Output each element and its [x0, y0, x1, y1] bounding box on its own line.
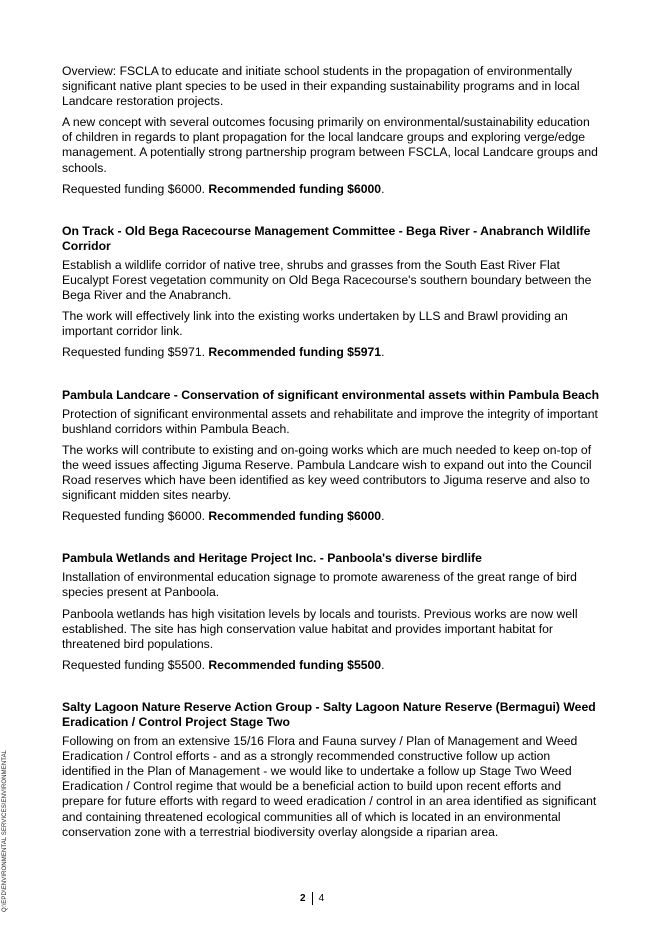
funding-line: Requested funding $5971. Recommended funding $5971. — [62, 345, 385, 360]
section-heading: Pambula Landcare - Conservation of significant environmental assets within Pambula Beach — [62, 387, 600, 402]
section-pambula-wetlands — [62, 551, 600, 673]
section-heading: On Track - Old Bega Racecourse Management Committee - Bega River - Anabranch Wildlife Corridor — [62, 223, 591, 253]
paragraph: Protection of significant environmental assets and rehabilitate and improve the integrity of important bushland corridors within Pambula Beach. — [62, 406, 598, 436]
paragraph: Following on from an extensive 15/16 Flora and Fauna survey / Plan of Management and Weed Eradication / Control efforts - and as a strongly recommended constructive follow up action identified in the Plan of Management - we would like to undertake a follow up Stage Two Weed Eradication / Control regime that would be a beneficial action to build upon recent efforts and prepare for future efforts with regard to weed eradication / control in an area identified as significant and containing threatened ecological communities all of which is located in an environmental conservation zone with a terrestrial biodiversity overlay alongside a riparian area. — [62, 734, 597, 839]
recommended-funding: Recommended funding $5500 — [208, 657, 382, 672]
document-body — [62, 64, 600, 846]
paragraph: Establish a wildlife corridor of native tree, shrubs and grasses from the South East River Flat Eucalypt Forest vegetation community on Old Bega Racecourse's southern boundary between the Bega River and the Anabranch. — [62, 257, 592, 303]
paragraph: Panboola wetlands has high visitation levels by locals and tourists. Previous works are now well established. The site has high conservation value habitat and provides important habitat for threatened bird populations. — [62, 606, 578, 651]
paragraph: The works will contribute to existing and on-going works which are much needed to keep on-top of the weed issues affecting Jiguma Reserve. Pambula Landcare wish to expand out into the Council Road reserves which have been identified as key weed contributors to Jiguma reserve and also to significant midden sites nearby. — [62, 442, 592, 503]
recommended-funding: Recommended funding $5971 — [208, 345, 382, 360]
section-heading: Salty Lagoon Nature Reserve Action Group - Salty Lagoon Nature Reserve (Bermagui) Weed Eradication / Control Project Stage Two — [62, 699, 596, 729]
funding-line: Requested funding $6000. Recommended funding $6000. — [62, 509, 385, 524]
funding-line: Requested funding $6000. Recommended funding $6000. — [62, 181, 385, 196]
paragraph: The work will effectively link into the existing works undertaken by LLS and Brawl providing an important corridor link. — [62, 309, 568, 339]
page-separator — [312, 892, 313, 905]
recommended-funding: Recommended funding $6000 — [208, 181, 382, 196]
section-pambula-landcare — [62, 388, 600, 525]
section-heading: Pambula Wetlands and Heritage Project Inc. - Panboola's diverse birdlife — [62, 551, 482, 566]
paragraph: Installation of environmental education signage to promote awareness of the great range of bird species present at Panboola. — [62, 570, 577, 600]
section-fscla — [62, 64, 600, 197]
current-page: 2 — [300, 893, 306, 904]
paragraph: Overview: FSCLA to educate and initiate school students in the propagation of environmentally significant native plant species to be used in their expanding sustainability programs and in local Landcare restoration projects. — [62, 64, 580, 109]
recommended-funding: Recommended funding $6000 — [208, 509, 382, 524]
section-salty-lagoon — [62, 700, 600, 840]
requested-funding: Requested funding $6000. — [62, 509, 205, 524]
file-path-margin-text: Q:\EPD\ENVIRONMENTAL SERVICES\ENVIRONMENTAL — [2, 749, 8, 912]
paragraph: A new concept with several outcomes focusing primarily on environmental/sustainability education of children in regards to plant propagation for the local landcare groups and exploring verge/edge management. A potentially strong partnership program between FSCLA, local Landcare groups and schools. — [62, 115, 598, 175]
section-on-track — [62, 224, 600, 361]
funding-line: Requested funding $5500. Recommended funding $5500. — [62, 657, 385, 672]
requested-funding: Requested funding $5500. — [62, 657, 205, 672]
page-number — [300, 892, 324, 905]
requested-funding: Requested funding $6000. — [62, 181, 205, 196]
total-pages: 4 — [318, 893, 325, 904]
requested-funding: Requested funding $5971. — [62, 345, 205, 360]
